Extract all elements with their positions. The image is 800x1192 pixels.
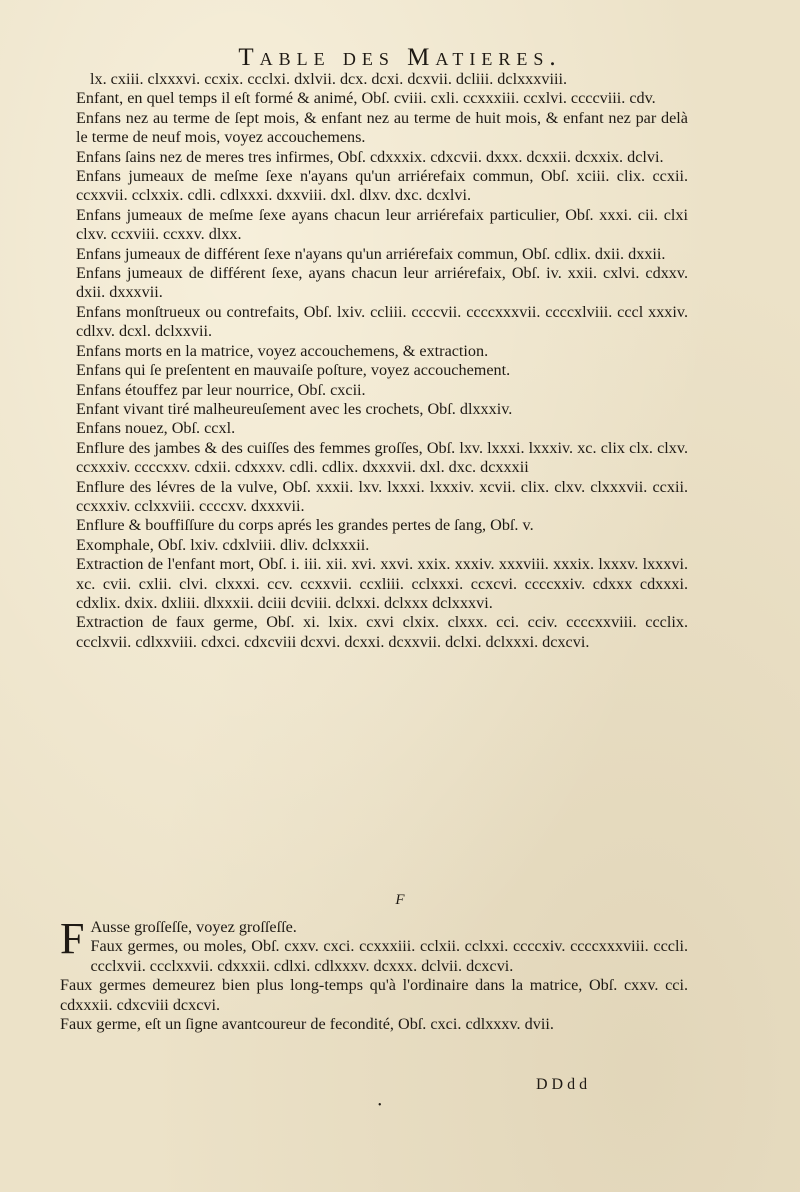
index-entry: Faux germes, ou moles, Obſ. cxxv. cxci. ccxxxiii. cclxii. cclxxi. ccccxiv. ccccxxxviii. cccli. ccclxvii. ccclxxvii. cdxxxii. cdlxi. cdlxxxv. dcxxx. dclvii. dcxcvi.: [90, 937, 688, 975]
index-entry: Enfans jumeaux de meſme ſexe n'ayans qu'un arriérefaix commun, Obſ. xciii. clix. ccxii. ccxxvii. cclxxix. cdli. cdlxxxi. dxxviii. dxl. dlxv. dxc. dcxlvi.: [76, 167, 688, 205]
index-entry: Enfans jumeaux de meſme ſexe ayans chacun leur arriérefaix particulier, Obſ. xxxi. cii. clxi clxv. ccxviii. ccxxv. dlxx.: [76, 205, 688, 244]
index-entry: Enfans jumeaux de différent ſexe, ayans chacun leur arriérefaix, Obſ. iv. xxii. cxlvi. cdxxv. dxii. dxxxvii.: [76, 264, 688, 302]
index-entry: lx. cxiii. clxxxvi. ccxix. ccclxi. dxlvii. dcx. dcxi. dcxvii. dcliii. dclxxxviii.: [90, 70, 567, 88]
index-entries: [76, 70, 688, 652]
index-entry: Enfant, en quel temps il eſt formé & animé, Obſ. cviii. cxli. ccxxxiii. ccxlvi. ccccviii. cdv.: [76, 89, 656, 108]
signature-mark: DDdd: [536, 1076, 592, 1093]
index-entry: Enfans morts en la matrice, voyez accouchemens, & extraction.: [76, 341, 489, 360]
section-f-entries: [60, 914, 688, 1034]
index-entry: Enflure & bouffiſſure du corps aprés les grandes pertes de ſang, Obſ. v.: [76, 516, 534, 535]
page-title: Table des Matieres.: [238, 44, 562, 71]
index-entry: Enfans jumeaux de différent ſexe n'ayans qu'un arriérefaix commun, Obſ. cdlix. dxii. dxxii.: [76, 244, 666, 263]
section-letter: F: [395, 892, 405, 908]
index-entry-text: Ausse groſſeſſe, voyez groſſeſſe.: [90, 918, 297, 936]
index-entry: Exomphale, Obſ. lxiv. cdxlviii. dliv. dclxxxii.: [76, 535, 370, 554]
index-entry: Faux germes demeurez bien plus long-temps qu'à l'ordinaire dans la matrice, Obſ. cxxv. cci. cdxxxii. cdxcviii dcxcvi.: [60, 976, 688, 1014]
index-entry: Enfans étouffez par leur nourrice, Obſ. cxcii.: [76, 380, 366, 399]
index-entry: Faux germe, eſt un ſigne avantcoureur de fecondité, Obſ. cxci. cdlxxxv. dvii.: [60, 1015, 554, 1034]
index-entry: Enflure des lévres de la vulve, Obſ. xxxii. lxv. lxxxi. lxxxiv. xcvii. clix. clxv. clxxxvii. ccxii. ccxxxiv. cclxxviii. ccccxv. dxxxvii.: [76, 477, 688, 515]
index-entry: Enflure des jambes & des cuiſſes des femmes groſſes, Obſ. lxv. lxxxi. lxxxiv. xc. clix clx. clxv. ccxxxiv. ccccxxv. cdxii. cdxxxv. cdli. cdlix. dxxxvii. dxl. dxc. dcxxxii: [76, 438, 688, 477]
drop-cap: F: [60, 914, 85, 963]
index-entry: Extraction de faux germe, Obſ. xi. lxix. cxvi clxix. clxxx. cci. cciv. ccccxxviii. ccclix. ccclxvii. cdlxxviii. cdxci. cdxcviii dcxvi. dcxxi. dcxxvii. dclxi. dclxxxi. dcxcvi.: [76, 613, 688, 651]
index-entry: Enfant vivant tiré malheureuſement avec les crochets, Obſ. dlxxxiv.: [76, 399, 513, 418]
index-entry: Enfans monſtrueux ou contrefaits, Obſ. lxiv. ccliii. ccccvii. ccccxxxvii. ccccxlviii. cccl xxxiv. cdlxv. dcxl. dclxxvii.: [76, 302, 688, 341]
index-entry: Enfans qui ſe preſentent en mauvaiſe poſture, voyez accouchement.: [76, 361, 511, 380]
index-entry: Extraction de l'enfant mort, Obſ. i. iii. xii. xvi. xxvi. xxix. xxxiv. xxxviii. xxxix. lxxxv. lxxxvi. xc. cvii. cxlii. clvi. clxxxi. ccv. ccxxvii. ccxliii. cclxxxi. ccxcvi. ccccxxiv. cdxxx cdxxxi. cdxlix. dxix. dxliii. dlxxxii. dciii dcviii. dclxxi. dclxxx dclxxxvi.: [76, 555, 688, 612]
index-entry: Enfans ſains nez de meres tres infirmes, Obſ. cdxxxix. cdxcvii. dxxx. dcxxii. dcxxix. dclvi.: [76, 147, 664, 166]
index-entry: Enfans nez au terme de ſept mois, & enfant nez au terme de huit mois, & enfant nez par delà le terme de neuf mois, voyez accouchemens.: [76, 108, 688, 147]
index-entry: Enfans nouez, Obſ. ccxl.: [76, 419, 236, 438]
ink-dot-icon: •: [378, 1100, 382, 1111]
